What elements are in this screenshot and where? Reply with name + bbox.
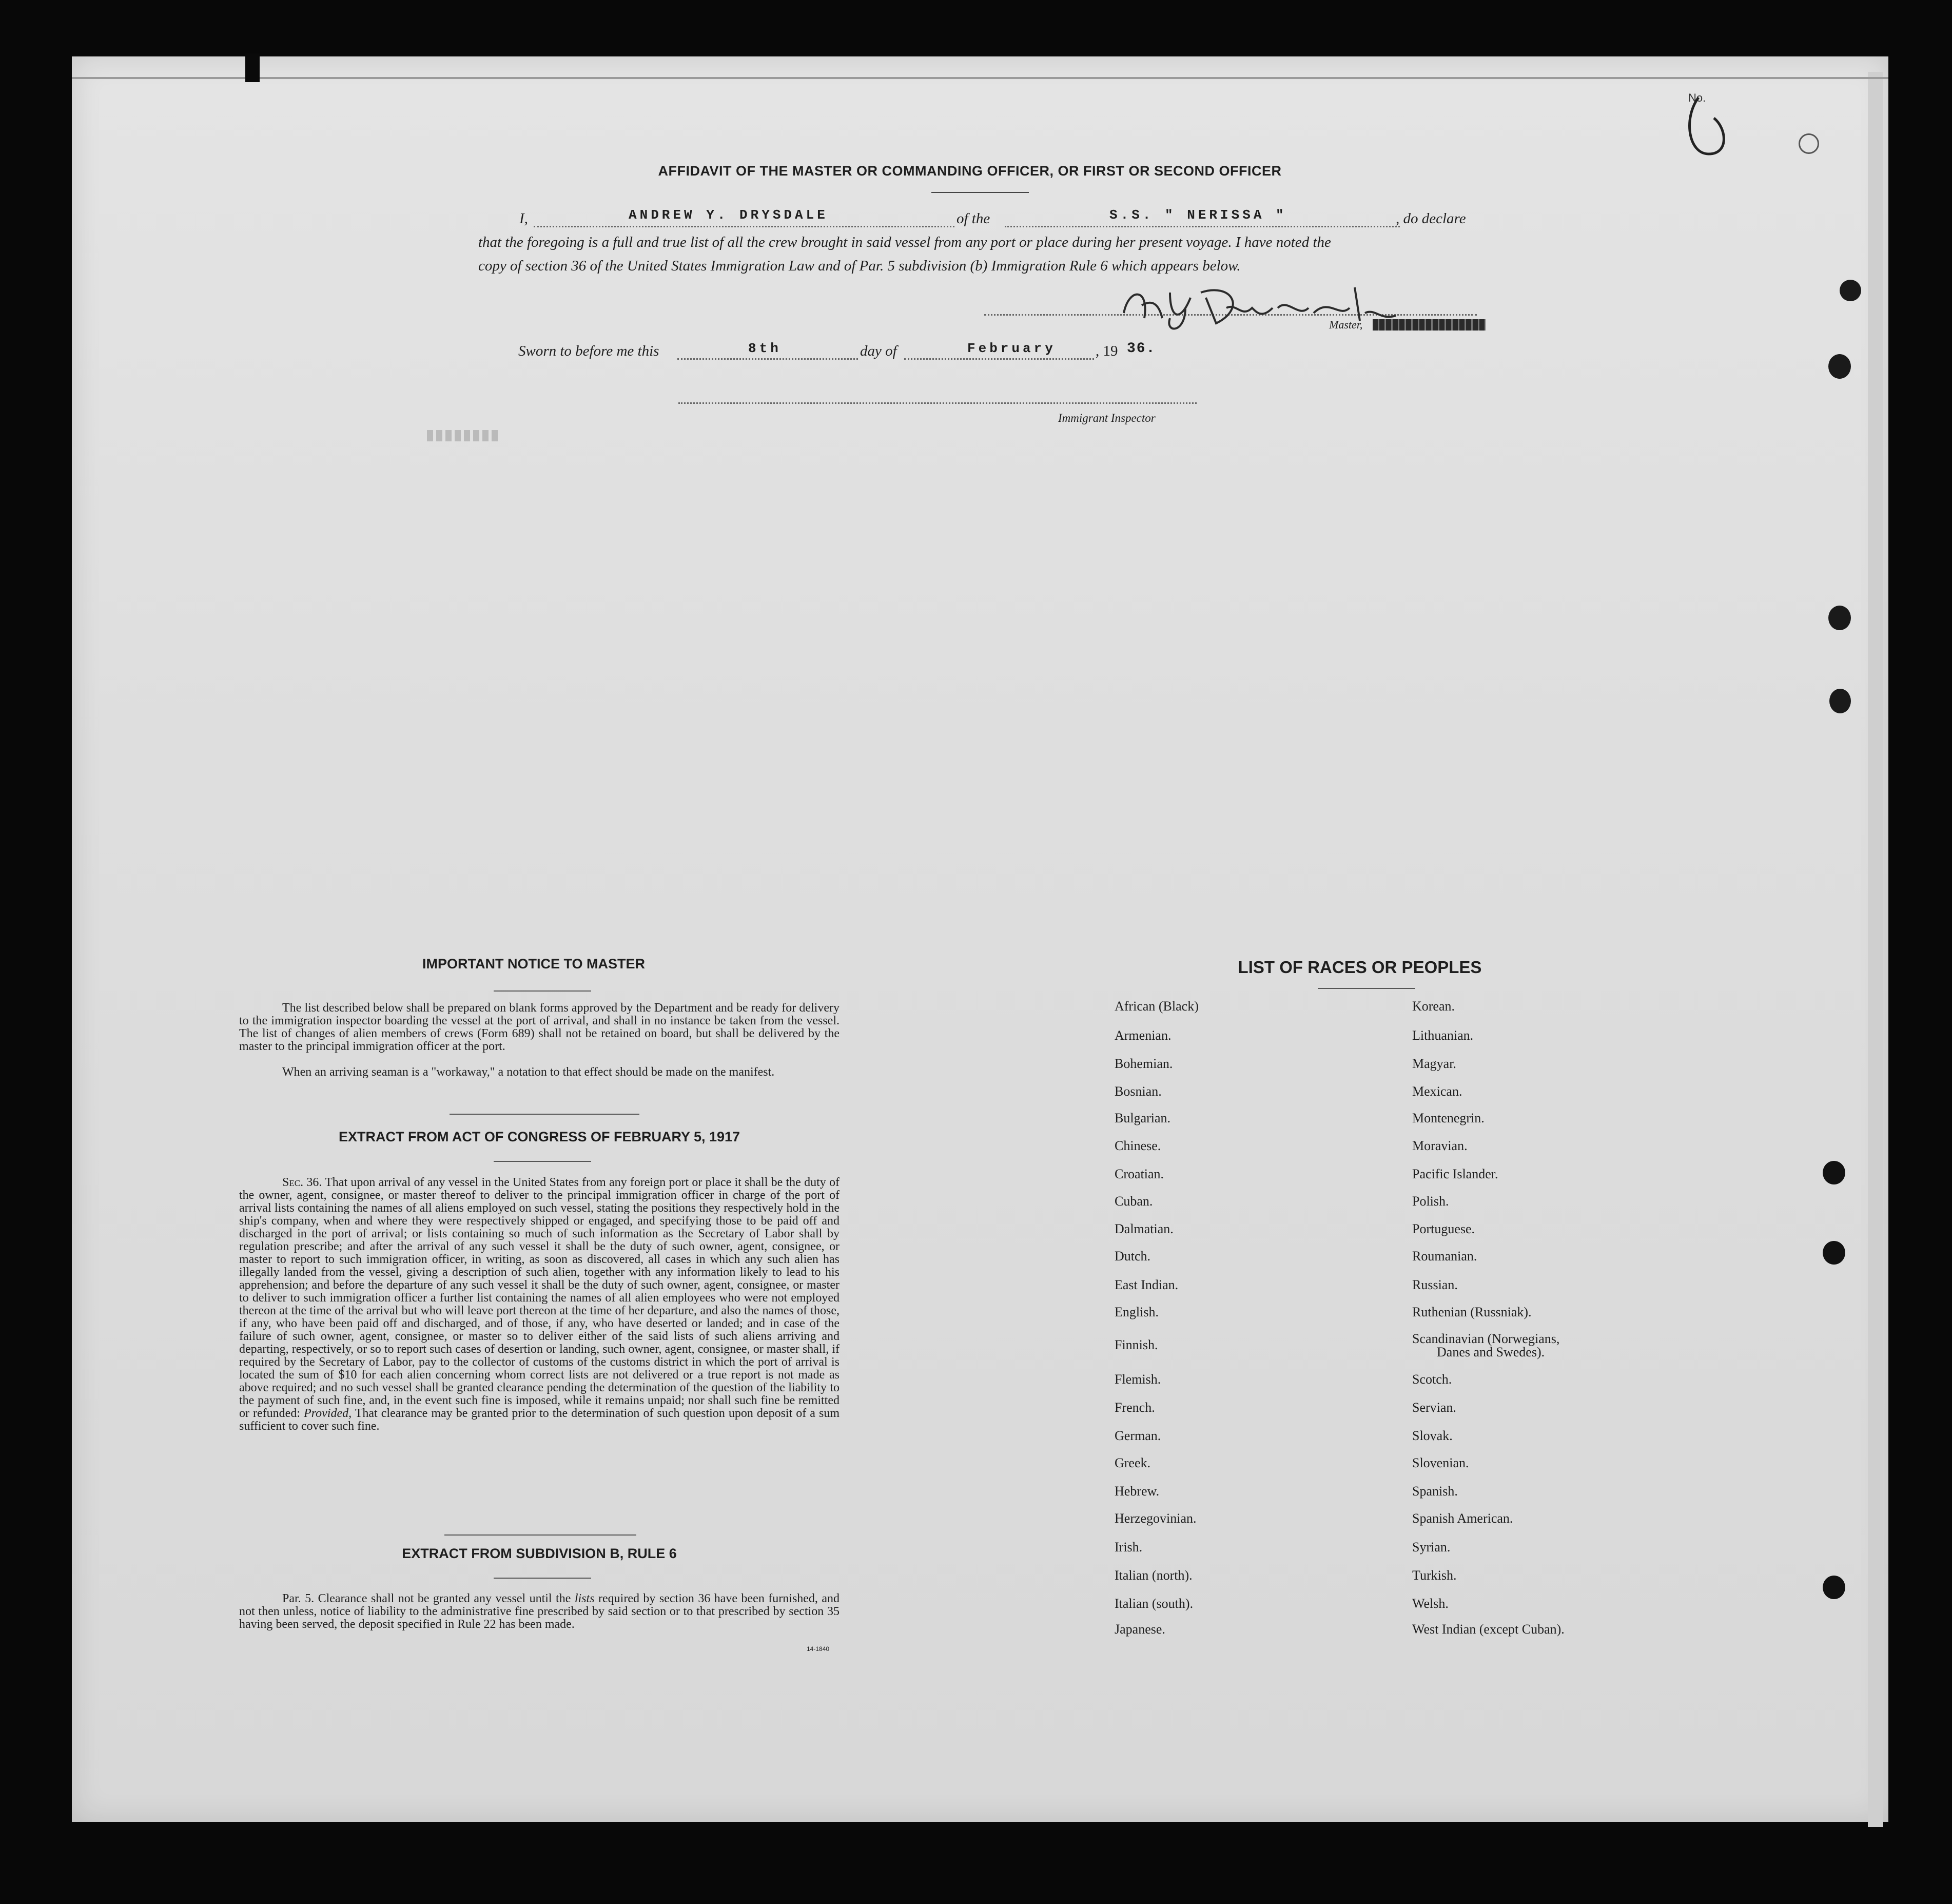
race-right-21: Syrian.	[1412, 1540, 1451, 1555]
punch-hole-1	[1840, 280, 1861, 301]
race-left-10: Dutch.	[1115, 1249, 1151, 1264]
provided-word: Provided,	[304, 1407, 352, 1420]
year-prefix: , 19	[1096, 343, 1118, 359]
race-right-17: Slovak.	[1412, 1428, 1453, 1443]
race-left-7: Croatian.	[1115, 1167, 1164, 1181]
race-right-3: Magyar.	[1412, 1056, 1456, 1071]
section-label: Sec. 36.	[282, 1176, 322, 1189]
extract-act-underline	[494, 1161, 591, 1162]
extract-act-divider	[444, 1534, 636, 1536]
section-36-text: That upon arrival of any vessel in the United States from any foreign port or place it shall be the duty of the owner, agent, consignee, or master thereof to deliver to the principal immigration officer in charge of the port of arrival lists containing the names of all aliens employed on such vessel, stating the positions they respectively hold in the ship's company, when and where they were respectively shipped or engaged, and specifying those to be paid off and discharged in the port of arrival; or lists containing so much of such information as the Secretary of Labor shall by regulation prescribe; and after the arrival of any such vessel it shall be the duty of such owner, agent, consignee, or master to report to such immigration officer, in writing, as soon as discovered, all cases in which any such alien has illegally landed from the vessel, giving a description of such alien, together with any information likely to lead to his apprehension; and before the departure of any such vessel it shall be the duty of such owner, agent, consignee, or master to deliver to such immigration officer a further list containing the names of all alien employees who were not employed thereon at the time of the arrival but who will leave port thereon at the time of her departure, and also the names of those, if any, who have been paid off and discharged, and of those, if any, who have deserted or landed; and in case of the failure of such owner, agent, consignee, or master so to deliver either of the said lists of such aliens arriving and departing, respectively, or so to report such cases of desertion or landing, such owner, agent, consignee, or master shall, if required by the Secretary of Labor, pay to the collector of customs of the customs district in which the port of arrival is located the sum of $10 for each alien concerning whom correct lists are not delivered or a true report is not made as above required; and no such vessel shall be granted clearance pending the determination of the question of the liability to the payment of such fine, and, in the event such fine is imposed, while it remains unpaid; nor shall such fine be remitted or refunded:	[239, 1176, 840, 1420]
race-left-6: Chinese.	[1115, 1138, 1161, 1153]
name-fill-line	[534, 226, 954, 227]
sworn-prefix: Sworn to before me this	[518, 343, 659, 359]
faint-stamp-mark	[427, 430, 499, 441]
race-right-24: West Indian (except Cuban).	[1412, 1622, 1565, 1637]
race-left-19: Herzegovinian.	[1115, 1511, 1197, 1526]
race-right-15: Scotch.	[1412, 1372, 1452, 1387]
race-right-12: Ruthenian (Russniak).	[1412, 1305, 1532, 1319]
race-right-9: Portuguese.	[1412, 1221, 1475, 1236]
race-left-4: Bosnian.	[1115, 1084, 1162, 1099]
race-left-8: Cuban.	[1115, 1194, 1153, 1209]
binder-tab	[245, 53, 260, 82]
punch-hole-2	[1828, 354, 1851, 379]
par-5-text-b: required by section 36 have been furnished, and not then unless, notice of liability to the administrative fine prescribed by said section or to that prescribed by section 35 having been served, the deposit specified in Rule 22 has been made.	[239, 1592, 840, 1631]
section-36-end: That clearance may be granted prior to the determination of such question upon deposit of a sum sufficient to cover such fine.	[239, 1407, 840, 1433]
race-right-1: Korean.	[1412, 999, 1455, 1014]
month-fill-line	[904, 358, 1094, 360]
punch-hole-5	[1823, 1161, 1845, 1184]
affidavit-pronoun: I,	[519, 210, 528, 227]
race-left-16: German.	[1115, 1428, 1161, 1443]
race-right-11: Russian.	[1412, 1277, 1458, 1292]
corner-ink-mark	[1678, 87, 1740, 164]
race-right-5: Montenegrin.	[1412, 1111, 1485, 1125]
race-left-15: French.	[1115, 1400, 1155, 1415]
punch-hole-6	[1823, 1241, 1845, 1265]
race-left-23: Japanese.	[1115, 1622, 1165, 1637]
of-the-label: of the	[957, 210, 990, 227]
notice-paragraph-2: When an arriving seaman is a "workaway," a notation to that effect should be made on the manifest.	[282, 1065, 775, 1079]
extract-rule-body	[239, 1592, 840, 1631]
extract-rule-underline	[494, 1578, 591, 1579]
race-left-2: Armenian.	[1115, 1028, 1172, 1043]
page-fold-line	[72, 77, 1888, 79]
par-5-text-a: Par. 5. Clearance shall not be granted any vessel until the	[282, 1592, 571, 1605]
struck-title-text	[1373, 319, 1486, 331]
race-right-16: Servian.	[1412, 1400, 1456, 1415]
extract-act-title: EXTRACT FROM ACT OF CONGRESS OF FEBRUARY 5, 1917	[338, 1129, 740, 1144]
races-title-underline	[1318, 988, 1415, 989]
race-right-23: Welsh.	[1412, 1596, 1449, 1611]
inspector-signature-line	[678, 402, 1197, 404]
race-left-9: Dalmatian.	[1115, 1221, 1174, 1236]
race-right-10: Roumanian.	[1412, 1249, 1477, 1264]
race-left-17: Greek.	[1115, 1455, 1151, 1470]
race-left-5: Bulgarian.	[1115, 1111, 1171, 1125]
race-left-22: Italian (south).	[1115, 1596, 1194, 1611]
notice-paragraph-1: The list described below shall be prepared on blank forms approved by the Department and be ready for delivery to the immigration inspector boarding the vessel at the port of arrival, and shall in no instance be taken from the vessel. The list of changes of alien members of crews (Form 689) shall not be retained on board, but shall be delivered by the master to the principal immigration officer at the port.	[239, 1001, 840, 1053]
title-underline	[931, 192, 1029, 193]
sworn-month-field: February	[967, 341, 1056, 356]
sworn-day-field: 8th	[748, 341, 782, 356]
notice-title: IMPORTANT NOTICE TO MASTER	[422, 956, 645, 972]
race-right-6: Moravian.	[1412, 1138, 1468, 1153]
master-name-field: ANDREW Y. DRYSDALE	[629, 207, 828, 223]
race-right-2: Lithuanian.	[1412, 1028, 1474, 1043]
sworn-year-field: 36.	[1127, 341, 1156, 357]
race-right-22: Turkish.	[1412, 1568, 1457, 1583]
extract-act-body	[239, 1176, 840, 1433]
race-right-8: Polish.	[1412, 1194, 1449, 1209]
punch-hole-7	[1823, 1576, 1845, 1599]
form-number: 14-1840	[807, 1645, 830, 1653]
notice-divider	[450, 1114, 639, 1115]
vessel-fill-line	[1005, 226, 1400, 227]
master-label: Master,	[1329, 318, 1363, 331]
race-left-18: Hebrew.	[1115, 1484, 1160, 1499]
affidavit-title: AFFIDAVIT OF THE MASTER OR COMMANDING OFFICER, OR FIRST OR SECOND OFFICER	[658, 163, 1282, 179]
race-right-7: Pacific Islander.	[1412, 1167, 1498, 1181]
race-left-3: Bohemian.	[1115, 1056, 1173, 1071]
corner-number-label: No.	[1688, 91, 1706, 104]
affidavit-line-3: copy of section 36 of the United States Immigration Law and of Par. 5 subdivision (b) Immigration Rule 6 which appears below.	[478, 258, 1241, 274]
race-left-21: Italian (north).	[1115, 1568, 1193, 1583]
do-declare-label: , do declare	[1396, 210, 1466, 227]
race-right-4: Mexican.	[1412, 1084, 1462, 1099]
race-left-11: East Indian.	[1115, 1277, 1179, 1292]
punch-hole-outline-1	[1799, 133, 1819, 154]
day-fill-line	[677, 358, 858, 360]
race-left-13: Finnish.	[1115, 1337, 1158, 1352]
race-left-14: Flemish.	[1115, 1372, 1161, 1387]
race-right-20: Spanish American.	[1412, 1511, 1513, 1526]
race-right-19: Spanish.	[1412, 1484, 1458, 1499]
page-edge	[1868, 72, 1883, 1827]
race-left-1: African (Black)	[1115, 999, 1199, 1014]
lists-word: lists	[574, 1592, 595, 1605]
race-right-18: Slovenian.	[1412, 1455, 1469, 1470]
race-left-20: Irish.	[1115, 1540, 1143, 1555]
races-list-title: LIST OF RACES OR PEOPLES	[1238, 958, 1482, 977]
vessel-name-field: S.S. " NERISSA "	[1109, 207, 1287, 223]
day-of-label: day of	[860, 343, 897, 359]
notice-underline	[494, 990, 591, 992]
inspector-label: Immigrant Inspector	[1058, 412, 1156, 424]
race-right-13: Scandinavian (Norwegians,	[1412, 1331, 1560, 1346]
affidavit-line-2: that the foregoing is a full and true list of all the crew brought in said vessel from any port or place during her present voyage. I have noted the	[478, 234, 1331, 250]
race-left-12: English.	[1115, 1305, 1159, 1319]
extract-rule-title: EXTRACT FROM SUBDIVISION B, RULE 6	[402, 1546, 677, 1561]
punch-hole-3	[1828, 606, 1851, 630]
punch-hole-4	[1829, 689, 1851, 713]
race-right-14: Danes and Swedes).	[1437, 1345, 1545, 1359]
